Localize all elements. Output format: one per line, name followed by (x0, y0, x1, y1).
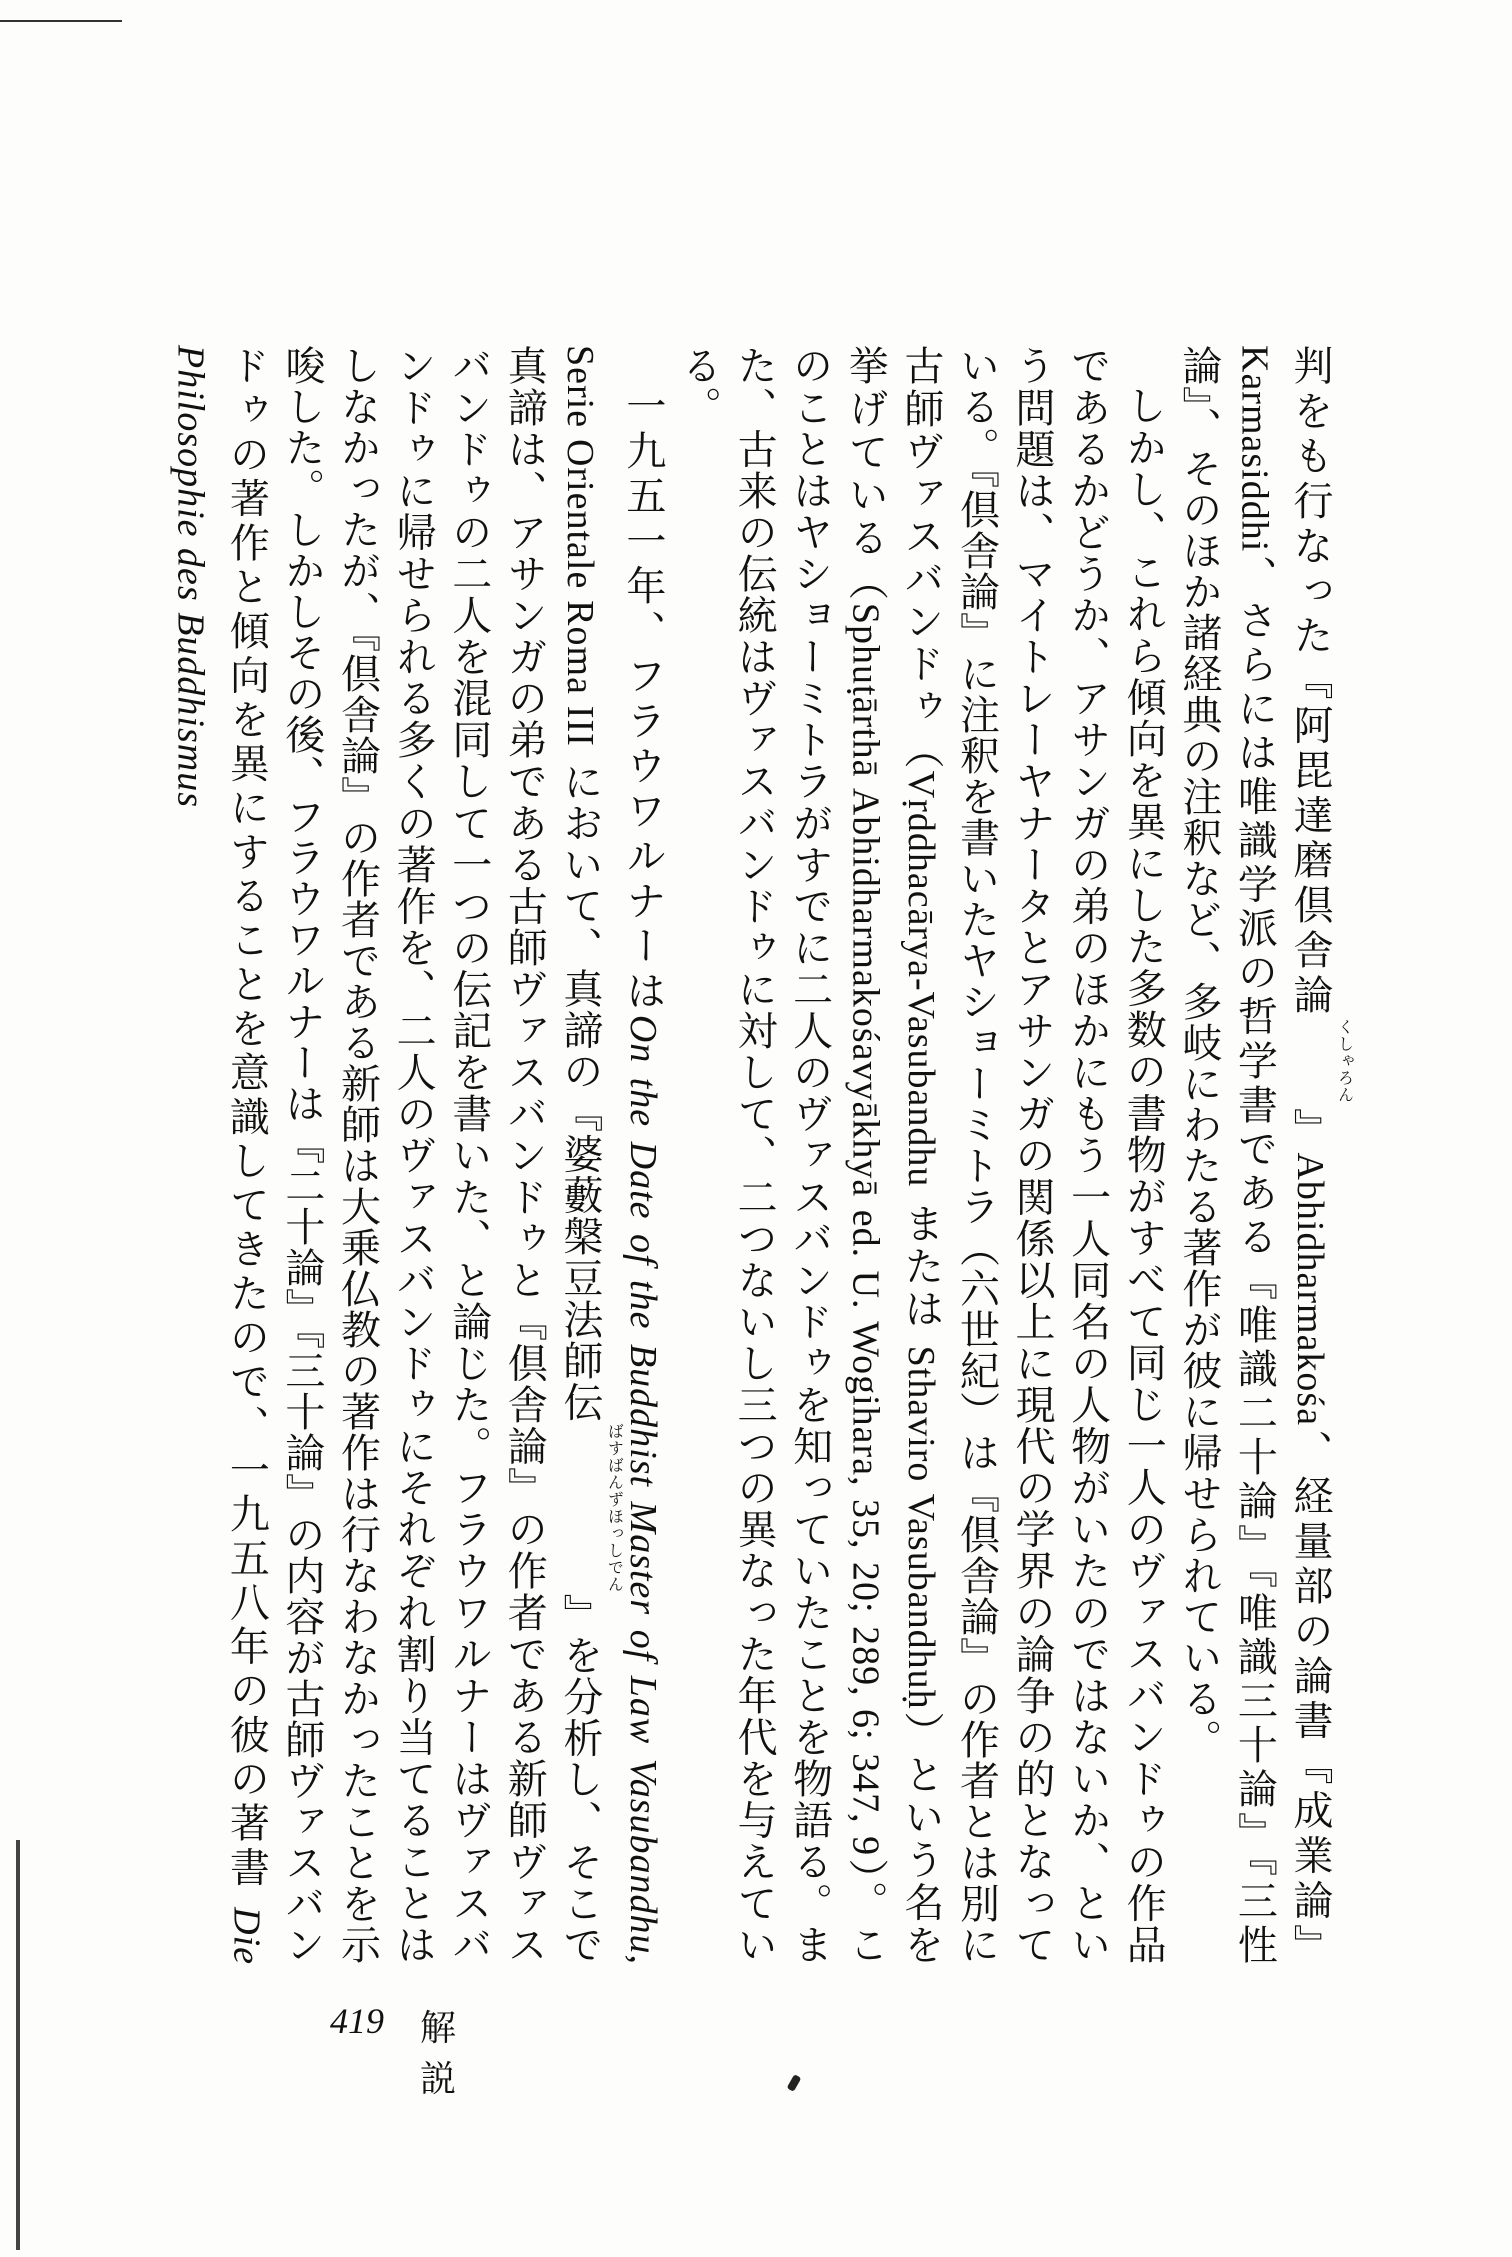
page-number: 419 (330, 2001, 384, 2041)
ruby-kusharon: くしゃろん (1335, 1018, 1355, 1104)
ruby-basubanzu: ばすばんずほっしでん (605, 1422, 625, 1593)
page-footer (320, 2000, 520, 2100)
paragraph-3: 一九五一年、フラウワルナーはOn the Date of the Buddhist Master of Law Vasubandhu, Serie Orientale Roma III において、真諦の『婆藪槃豆法師伝ばすばんずほっしでん』を分析し、そこで真諦は、アサンガの弟である古師ヴァスバンドゥと『倶舎論』の作者である新師ヴァスバンドゥの二人を混同して一つの伝記を書いた、と論じた。フラウワルナーはヴァスバンドゥに帰せられる多くの著作を、二人のヴァスバンドゥにそれぞれ割り当てることはしなかったが、『倶舎論』の作者である新師は大乗仏教の著作は行なわなかったことを示唆した。しかしその後、フラウワルナーは『二十論』『三十論』の内容が古師ヴァスバンドゥの著作と傾向を異にすることを意識してきたので、一九五八年の彼の著書 Die Philosophie des Buddhismus (169, 345, 666, 1966)
paragraph-2: しかし、これら傾向を異にした多数の書物がすべて同じ一人のヴァスバンドゥの作品であるかどうか、アサンガの弟のほかにもう一人同名の人物がいたのではないか、という問題は、マイトレーヤナータとアサンガの関係以上に現代の学界の論争の的となっている。『倶舎論』に注釈を書いたヤショーミトラ（六世紀）は『倶舎論』の作者とは別に古師ヴァスバンドゥ（Vṛddhacārya-Vasubandhu または Sthaviro Vasubandhuḥ）という名を挙げている（Sphuṭārthā Abhidharmakośavyākhyā ed. U. Wogihara, 35, 20; 289, 6; 347, 9）。このことはヤショーミトラがすでに二人のヴァスバンドゥを知っていたことを物語る。また、古来の伝統はヴァスバンドゥに対して、二つないし三つの異なった年代を与えている。 (675, 345, 1167, 1966)
binding-gutter-line (16, 1840, 20, 2250)
ink-speck (787, 2074, 802, 2092)
body-text (169, 345, 1355, 1966)
paragraph-1: 判をも行なった『阿毘達磨倶舎論くしゃろん』Abhidharmakośa、経量部の論書『成業論』Karmasiddhi、さらには唯識学派の哲学書である『唯識二十論』『唯識三十論』『三性論』、そのほか諸経典の注釈など、多岐にわたる著作が彼に帰せられている。 (1175, 345, 1355, 1966)
top-rule (0, 20, 122, 22)
running-head: 解 説 (420, 2008, 471, 2100)
